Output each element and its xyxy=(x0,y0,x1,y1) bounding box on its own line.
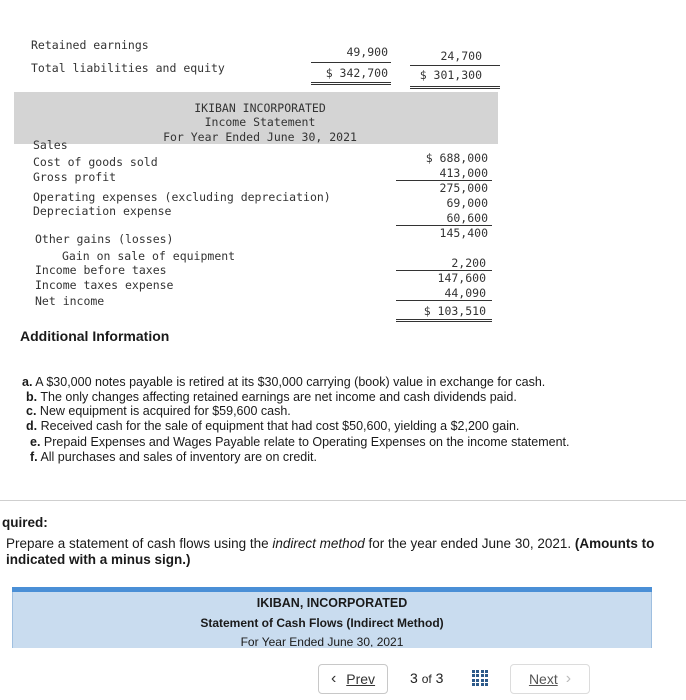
net-income-value: $ 103,510 xyxy=(423,304,486,318)
page-indicator: 3 of 3 xyxy=(410,670,444,686)
next-label: Next xyxy=(528,671,558,687)
expenses-subtotal: 145,400 xyxy=(439,226,488,240)
gross-profit-label: Gross profit xyxy=(33,170,117,184)
income-before-taxes-label: Income before taxes xyxy=(35,263,167,277)
cash-flow-title: Statement of Cash Flows (Indirect Method) xyxy=(200,616,444,630)
opex-label: Operating expenses (excluding depreciation) xyxy=(33,190,331,204)
statement-period: For Year Ended June 30, 2021 xyxy=(163,130,357,144)
chevron-right-icon: › xyxy=(565,670,572,687)
prev-button[interactable] xyxy=(318,664,388,694)
required-instruction: Prepare a statement of cash flows using the indirect method for the year ended June 30, 2021. (Amounts to xyxy=(6,536,655,551)
divider xyxy=(396,321,492,322)
divider xyxy=(410,65,500,66)
divider xyxy=(311,84,391,85)
total-2020: $ 301,300 xyxy=(419,68,482,82)
prev-label: Prev xyxy=(346,671,376,687)
info-item-b: b. The only changes affecting retained earnings are net income and cash dividends paid. xyxy=(26,390,517,404)
sales-value: $ 688,000 xyxy=(425,151,488,165)
required-instruction-continued: indicated with a minus sign.) xyxy=(6,552,191,567)
cash-flow-period: For Year Ended June 30, 2021 xyxy=(240,635,404,647)
opex-value: 69,000 xyxy=(446,196,488,210)
income-taxes-value: 44,090 xyxy=(444,286,486,300)
required-label: quired: xyxy=(2,515,48,530)
grid-menu-icon[interactable] xyxy=(472,670,488,686)
info-item-d: d. Received cash for the sale of equipment that had cost $50,600, yielding a $2,200 gain. xyxy=(26,419,520,433)
divider xyxy=(396,319,492,320)
info-item-a: a. A $30,000 notes payable is retired at its $30,000 carrying (book) value in exchange for cash. xyxy=(22,375,546,389)
next-button[interactable] xyxy=(510,664,590,694)
statement-title: Income Statement xyxy=(204,115,316,129)
cash-flow-company: IKIBAN, INCORPORATED xyxy=(256,596,408,610)
divider xyxy=(410,88,500,89)
income-taxes-label: Income taxes expense xyxy=(35,278,174,292)
section-divider xyxy=(0,500,686,501)
divider xyxy=(311,82,391,83)
gross-profit-value: 275,000 xyxy=(439,181,488,195)
retained-earnings-2021: 49,900 xyxy=(346,45,388,59)
divider xyxy=(410,86,500,87)
cogs-label: Cost of goods sold xyxy=(33,155,158,169)
other-gains-label: Other gains (losses) xyxy=(35,232,174,246)
sales-label: Sales xyxy=(33,138,68,152)
info-item-f: f. All purchases and sales of inventory are on credit. xyxy=(30,450,317,464)
gain-on-sale-value: 2,200 xyxy=(451,256,486,270)
info-item-c: c. New equipment is acquired for $59,600 cash. xyxy=(26,404,291,418)
total-liabilities-equity-label: Total liabilities and equity xyxy=(31,61,225,75)
net-income-label: Net income xyxy=(35,294,105,308)
chevron-left-icon: ‹ xyxy=(330,670,337,687)
income-before-taxes-value: 147,600 xyxy=(437,271,486,285)
divider xyxy=(396,300,492,301)
total-2021: $ 342,700 xyxy=(325,66,388,80)
cogs-value: 413,000 xyxy=(439,166,488,180)
company-name: IKIBAN INCORPORATED xyxy=(194,101,326,115)
depreciation-label: Depreciation expense xyxy=(33,204,172,218)
depreciation-value: 60,600 xyxy=(446,211,488,225)
info-item-e: e. Prepaid Expenses and Wages Payable relate to Operating Expenses on the income statement. xyxy=(30,435,570,449)
retained-earnings-2020: 24,700 xyxy=(440,49,482,63)
retained-earnings-label: Retained earnings xyxy=(31,38,149,52)
gain-on-sale-label: Gain on sale of equipment xyxy=(62,249,236,263)
additional-info-heading: Additional Information xyxy=(20,328,170,344)
divider xyxy=(311,62,391,63)
